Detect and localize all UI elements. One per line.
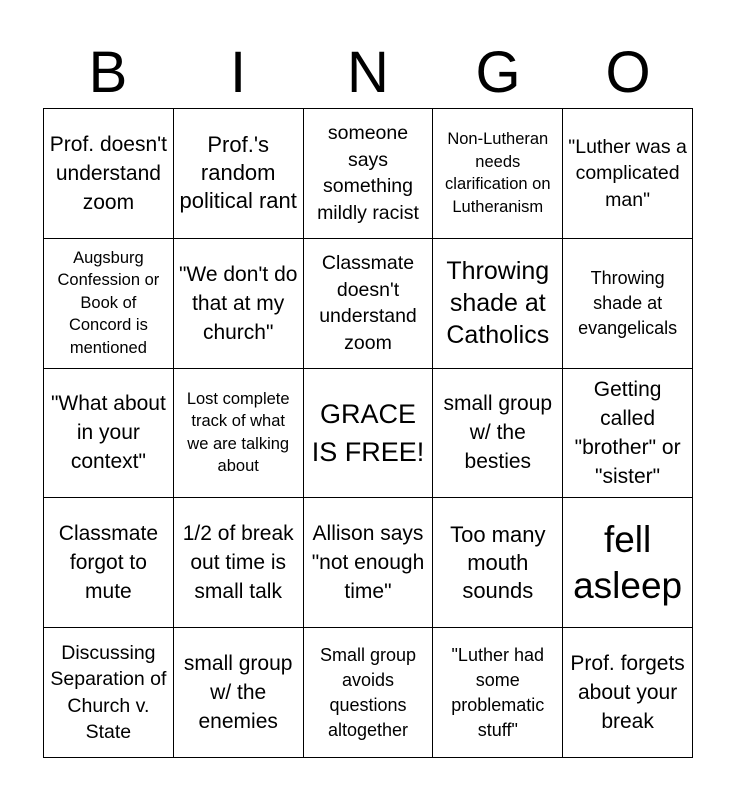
bingo-cell-r3-c4[interactable] [433,369,563,499]
cell-label: Allison says "not enough time" [311,522,425,604]
bingo-cell-r1-c2[interactable] [174,109,304,239]
cell-label: Classmate doesn't understand zoom [319,252,417,354]
cell-label: fell asleep [573,518,683,606]
header-letter-o: O [605,40,651,105]
bingo-cell-r2-c2[interactable] [174,239,304,369]
bingo-cell-r4-c3[interactable] [304,498,434,628]
cell-label: Too many mouth sounds [450,521,546,603]
bingo-cell-r5-c2[interactable] [174,628,304,758]
cell-label: Discussing Separation of Church v. State [50,641,167,744]
cell-label: Non-Lutheran needs clarification on Lutheranism [445,130,551,216]
cell-label: Getting called "brother" or "sister" [574,377,681,488]
cell-label: Throwing shade at evangelicals [578,267,678,338]
bingo-cell-r5-c4[interactable] [433,628,563,758]
free-space-label: GRACE IS FREE! [311,398,425,467]
bingo-cell-r3-c2[interactable] [174,369,304,499]
bingo-cell-r3-c3-free-space[interactable] [304,369,434,499]
header-letter-g: G [475,40,521,105]
cell-label: Prof. forgets about your break [570,652,685,734]
cell-label: someone says something mildly racist [317,122,419,224]
cell-label: Prof.'s random political rant [179,132,297,214]
bingo-cell-r1-c3[interactable] [304,109,434,239]
cell-label: Lost complete track of what we are talking about [186,389,290,476]
bingo-cell-r2-c3[interactable] [304,239,434,369]
cell-label: "We don't do that at my church" [178,262,298,344]
bingo-cell-r1-c4[interactable] [433,109,563,239]
bingo-cell-r2-c1[interactable] [44,239,174,369]
cell-label: Classmate forgot to mute [58,522,158,604]
bingo-cell-r1-c5[interactable] [563,109,693,239]
bingo-grid [43,108,693,758]
bingo-cell-r2-c4[interactable] [433,239,563,369]
bingo-cell-r4-c2[interactable] [174,498,304,628]
cell-label: "What about in your context" [50,392,166,474]
header-letter-b: B [88,40,128,105]
cell-label: Small group avoids questions altogether [319,644,417,740]
cell-label: 1/2 of break out time is small talk [182,522,294,604]
bingo-cell-r4-c1[interactable] [44,498,174,628]
bingo-cell-r2-c5[interactable] [563,239,693,369]
bingo-cell-r3-c1[interactable] [44,369,174,499]
cell-label: "Luther had some problematic stuff" [451,644,545,740]
cell-label: Throwing shade at Catholics [446,257,550,350]
cell-label: small group w/ the enemies [183,652,293,734]
header-letter-i: I [229,40,247,105]
bingo-cell-r3-c5[interactable] [563,369,693,499]
bingo-cell-r5-c5[interactable] [563,628,693,758]
bingo-cell-r5-c3[interactable] [304,628,434,758]
cell-label: small group w/ the besties [443,392,553,474]
bingo-cell-r4-c4[interactable] [433,498,563,628]
cell-label: Prof. doesn't understand zoom [49,132,168,214]
cell-label: Augsburg Confession or Book of Concord is mentioned [57,248,160,357]
cell-label: "Luther was a complicated man" [568,135,687,211]
bingo-cell-r1-c1[interactable] [44,109,174,239]
bingo-header [43,40,693,106]
header-letter-n: N [347,40,389,105]
bingo-cell-r4-c5[interactable] [563,498,693,628]
bingo-cell-r5-c1[interactable] [44,628,174,758]
